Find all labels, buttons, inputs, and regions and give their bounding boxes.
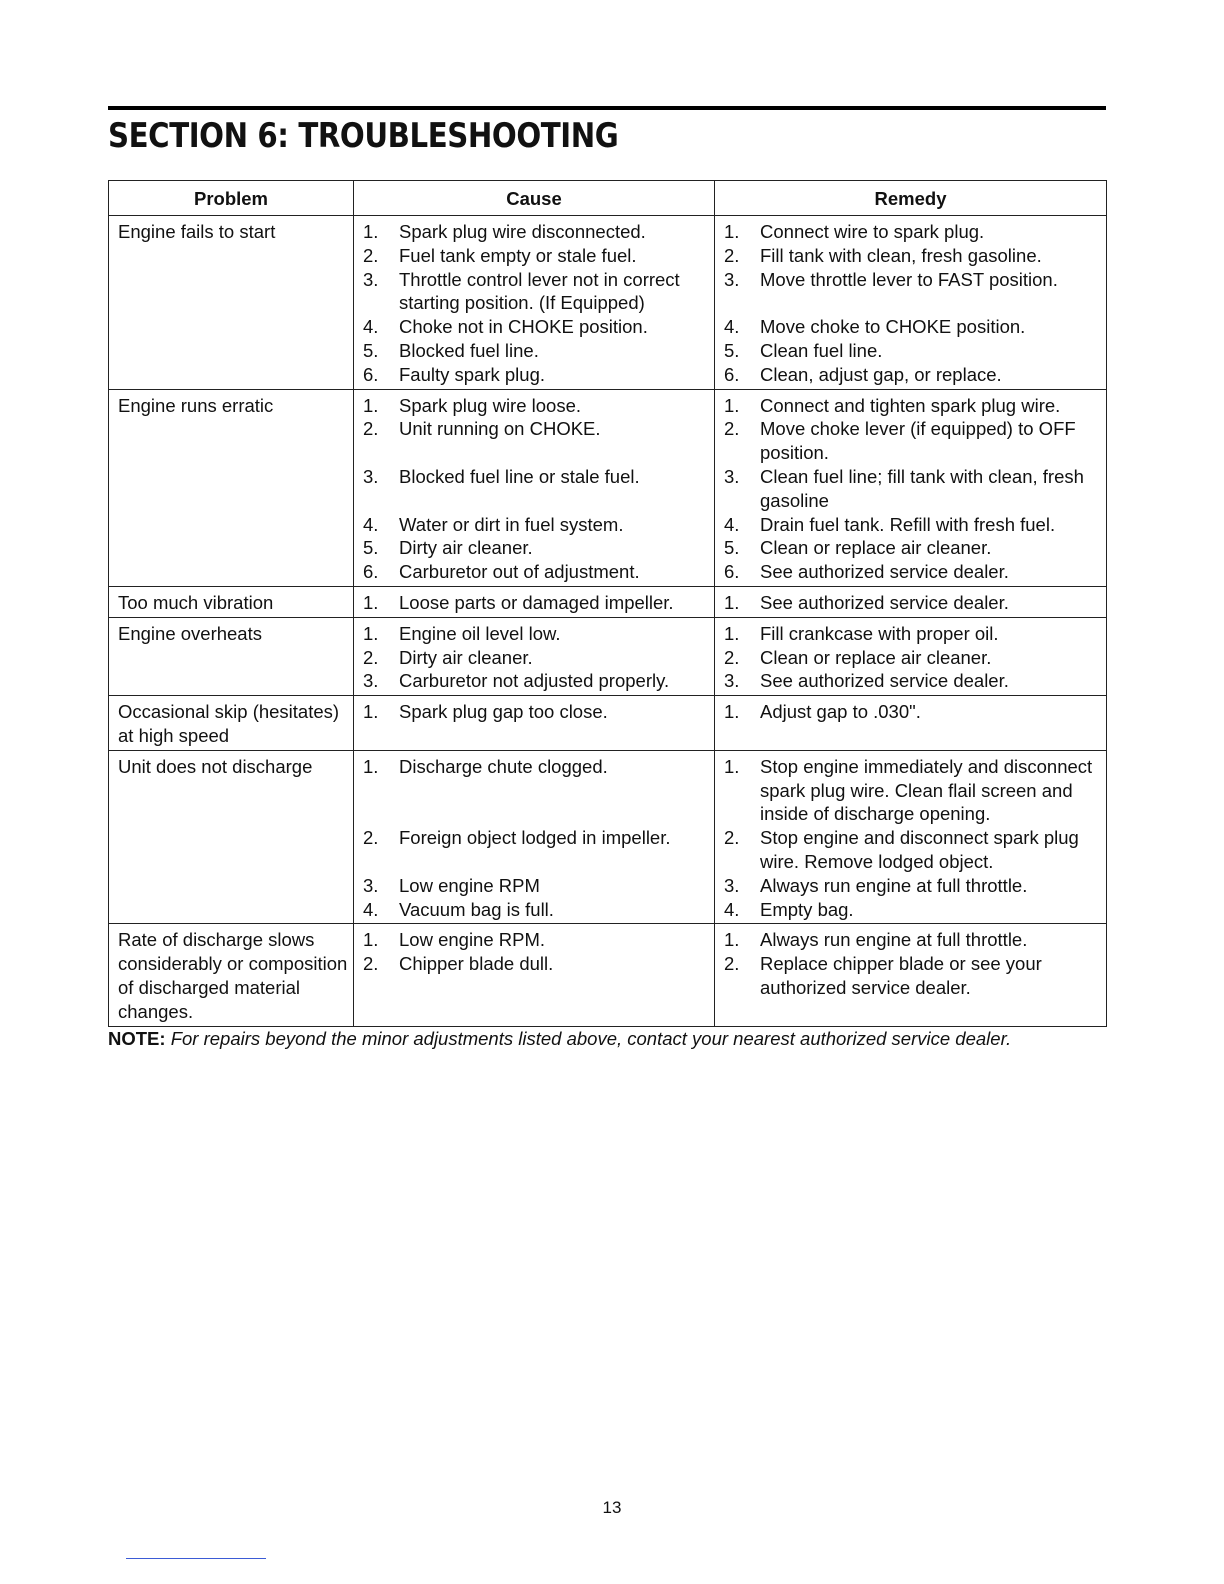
item-text: Replace chipper blade or see your authorized service dealer. [760,953,1042,998]
item-text: Vacuum bag is full. [399,898,554,920]
remedy-item [724,700,1106,724]
problem-cell: Too much vibration [109,586,354,617]
item-number: 1. [363,622,379,644]
cause-item [363,363,714,387]
item-number: 1. [363,701,379,723]
remedy-item [724,952,1106,1000]
item-number: 6. [724,363,740,385]
item-number: 2. [724,418,740,440]
remedy-item [724,465,1106,513]
cause-item [363,220,714,244]
item-text: Spark plug gap too close. [399,701,608,723]
item-number: 4. [363,898,379,920]
remedy-item [724,928,1106,952]
remedy-cell [715,924,1107,1026]
item-number: 2. [363,953,379,975]
table-row [109,617,1107,695]
item-number: 2. [363,646,379,668]
cause-item [363,755,714,779]
item-number: 2. [724,827,740,849]
item-number: 2. [724,646,740,668]
cause-item [363,339,714,363]
cause-item [363,560,714,584]
item-number: 2. [724,244,740,266]
cause-item [363,826,714,850]
item-text: Clean or replace air cleaner. [760,537,992,559]
item-number: 1. [363,929,379,951]
item-text: Move choke to CHOKE position. [760,316,1026,338]
item-text: See authorized service dealer. [760,561,1009,583]
cause-item [363,898,714,922]
cause-item [363,244,714,268]
item-text: Clean fuel line; fill tank with clean, fresh gasoline [760,465,1084,511]
remedy-item [724,874,1106,898]
problem-cell: Engine fails to start [109,216,354,390]
item-text: Carburetor not adjusted properly. [399,670,670,692]
item-text: Low engine RPM. [399,929,546,951]
footer-line [126,1558,266,1559]
cause-item [363,315,714,339]
cause-item [363,928,714,952]
item-number: 1. [724,755,740,777]
item-number: 1. [724,701,740,723]
item-number: 4. [363,316,379,338]
remedy-cell [715,586,1107,617]
remedy-cell [715,389,1107,586]
item-number: 1. [724,929,740,951]
remedy-cell [715,216,1107,390]
item-text: Loose parts or damaged impeller. [399,591,674,613]
note-label: NOTE: [108,1028,166,1049]
item-number: 1. [363,591,379,613]
item-text: Dirty air cleaner. [399,646,533,668]
cause-cell [354,750,715,924]
item-number: 3. [724,670,740,692]
item-number: 1. [724,591,740,613]
item-number: 1. [363,755,379,777]
table-header-row [109,181,1107,216]
item-text: Carburetor out of adjustment. [399,561,640,583]
remedy-cell [715,750,1107,924]
item-text: Move throttle lever to FAST position. [760,268,1058,290]
item-text: Discharge chute clogged. [399,755,608,777]
cause-item [363,591,714,615]
item-number: 5. [363,537,379,559]
item-text: See authorized service dealer. [760,670,1009,692]
cause-item [363,874,714,898]
item-number: 1. [363,394,379,416]
cause-item [363,417,714,441]
page-number: 13 [602,1498,622,1517]
item-text: Spark plug wire loose. [399,394,582,416]
remedy-item [724,220,1106,244]
cause-item [363,513,714,537]
item-text: Empty bag. [760,898,854,920]
table-row [109,389,1107,586]
troubleshooting-table [108,180,1107,1027]
cause-item [363,622,714,646]
remedy-item [724,622,1106,646]
item-number: 4. [363,513,379,535]
item-text: Blocked fuel line or stale fuel. [399,465,640,487]
note [108,1028,1011,1050]
item-number: 4. [724,898,740,920]
item-text: Faulty spark plug. [399,363,546,385]
cause-item [363,700,714,724]
table-row [109,586,1107,617]
remedy-item [724,536,1106,560]
item-text: Foreign object lodged in impeller. [399,827,671,849]
remedy-item [724,646,1106,670]
remedy-item [724,898,1106,922]
item-number: 2. [724,953,740,975]
table-row [109,750,1107,924]
item-text: Clean, adjust gap, or replace. [760,363,1002,385]
cause-cell [354,586,715,617]
item-text: Low engine RPM [399,874,540,896]
item-text: Throttle control lever not in correct starting position. (If Equipped) [399,268,680,314]
item-number: 6. [724,561,740,583]
section-title: SECTION 6: TROUBLESHOOTING [108,116,619,156]
cause-cell [354,617,715,695]
remedy-item [724,417,1106,465]
cause-item [363,465,714,489]
cause-item [363,394,714,418]
item-number: 3. [724,874,740,896]
cause-cell [354,696,715,751]
remedy-item [724,513,1106,537]
item-number: 6. [363,363,379,385]
problem-cell: Occasional skip (hesitates) at high speed [109,696,354,751]
problem-cell: Rate of discharge slows considerably or composition of discharged material changes. [109,924,354,1026]
item-number: 3. [724,465,740,487]
item-number: 2. [363,827,379,849]
problem-cell: Unit does not discharge [109,750,354,924]
section-top-rule [108,106,1106,110]
item-text: Fill tank with clean, fresh gasoline. [760,244,1042,266]
item-text: Fuel tank empty or stale fuel. [399,244,637,266]
item-number: 3. [363,268,379,290]
item-number: 5. [363,339,379,361]
cause-item [363,268,714,316]
remedy-item [724,669,1106,693]
cause-column-header: Cause [354,181,715,216]
item-text: Always run engine at full throttle. [760,874,1028,896]
note-text: For repairs beyond the minor adjustments listed above, contact your nearest authorized service dealer. [170,1028,1012,1049]
item-number: 3. [724,268,740,290]
item-text: Water or dirt in fuel system. [399,513,624,535]
table-row [109,216,1107,390]
remedy-item [724,244,1106,268]
item-number: 2. [363,418,379,440]
remedy-cell [715,696,1107,751]
item-text: Blocked fuel line. [399,339,539,361]
remedy-item [724,363,1106,387]
item-text: Stop engine and disconnect spark plug wire. Remove lodged object. [760,827,1079,872]
item-text: Connect and tighten spark plug wire. [760,394,1061,416]
item-number: 3. [363,874,379,896]
cause-item [363,536,714,560]
item-text: Fill crankcase with proper oil. [760,622,999,644]
item-text: See authorized service dealer. [760,591,1009,613]
item-number: 1. [724,622,740,644]
cause-item [363,646,714,670]
item-text: Spark plug wire disconnected. [399,221,646,242]
cause-cell [354,924,715,1026]
item-text: Engine oil level low. [399,622,561,644]
item-text: Move choke lever (if equipped) to OFF position. [760,418,1076,464]
item-text: Drain fuel tank. Refill with fresh fuel. [760,513,1056,535]
problem-column-header: Problem [109,181,354,216]
cause-cell [354,216,715,390]
item-text: Connect wire to spark plug. [760,221,985,242]
problem-cell: Engine overheats [109,617,354,695]
item-number: 2. [363,244,379,266]
item-text: Unit running on CHOKE. [399,418,601,440]
item-number: 1. [724,394,740,416]
remedy-item [724,755,1106,826]
item-text: Dirty air cleaner. [399,537,533,559]
item-number: 4. [724,316,740,338]
cause-item [363,669,714,693]
item-number: 1. [363,221,379,242]
item-text: Clean fuel line. [760,339,883,361]
item-number: 4. [724,513,740,535]
remedy-item [724,394,1106,418]
remedy-column-header: Remedy [715,181,1107,216]
remedy-item [724,826,1106,874]
item-number: 5. [724,537,740,559]
remedy-item [724,591,1106,615]
remedy-item [724,339,1106,363]
cause-cell [354,389,715,586]
item-number: 3. [363,670,379,692]
remedy-item [724,268,1106,292]
item-number: 1. [724,221,740,242]
item-number: 5. [724,339,740,361]
item-number: 3. [363,465,379,487]
item-number: 6. [363,561,379,583]
item-text: Adjust gap to .030". [760,701,921,723]
cause-item [363,952,714,976]
problem-cell: Engine runs erratic [109,389,354,586]
remedy-item [724,560,1106,584]
item-text: Choke not in CHOKE position. [399,316,648,338]
table-row [109,924,1107,1026]
item-text: Clean or replace air cleaner. [760,646,992,668]
remedy-cell [715,617,1107,695]
remedy-item [724,315,1106,339]
table-row [109,696,1107,751]
item-text: Always run engine at full throttle. [760,929,1028,951]
item-text: Chipper blade dull. [399,953,554,975]
item-text: Stop engine immediately and disconnect spark plug wire. Clean flail screen and inside of discharge opening. [760,755,1093,825]
